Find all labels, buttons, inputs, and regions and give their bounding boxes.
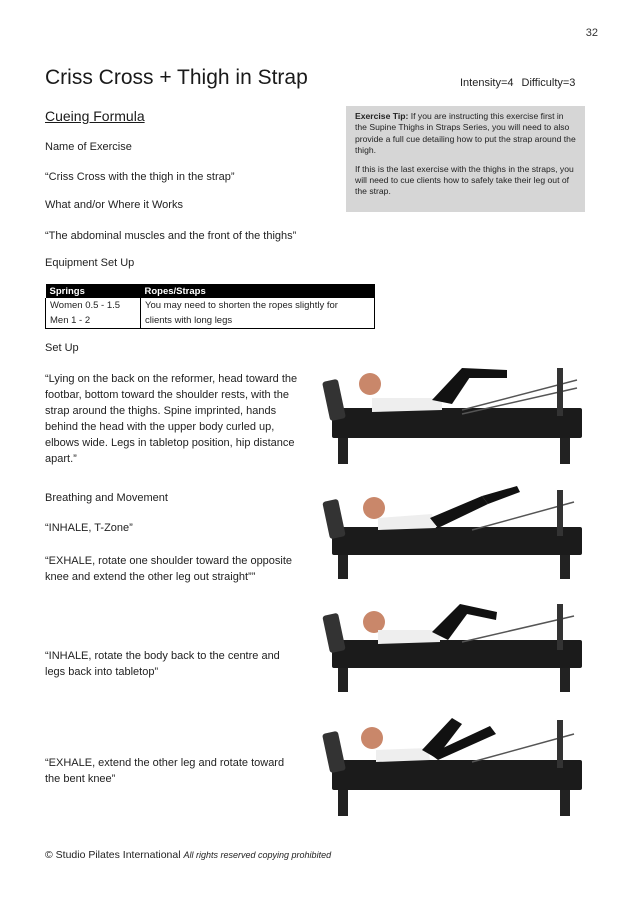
difficulty-label: Difficulty=3	[521, 77, 576, 89]
exercise-photo-setup	[312, 358, 584, 468]
table-cell: clients with long legs	[141, 313, 375, 329]
what-where-label: What and/or Where it Works	[45, 199, 183, 211]
step-4-text: “EXHALE, extend the other leg and rotate toward the bent knee”	[45, 757, 285, 785]
exercise-photo-step-2	[312, 482, 584, 582]
table-row	[46, 298, 375, 313]
tip-paragraph-1	[355, 111, 576, 157]
exercise-tip-box	[346, 106, 585, 212]
table-header-ropes: Ropes/Straps	[141, 284, 375, 298]
table-cell: Women 0.5 - 1.5	[46, 298, 141, 313]
table-header-row	[46, 284, 375, 298]
page-number: 32	[585, 27, 598, 39]
footer	[45, 849, 331, 861]
what-where-text: “The abdominal muscles and the front of the thighs”	[45, 230, 297, 242]
footer-copyright: © Studio Pilates International	[45, 849, 181, 861]
cueing-formula-heading: Cueing Formula	[45, 108, 145, 124]
name-of-exercise-label: Name of Exercise	[45, 141, 132, 153]
footer-note: All rights reserved copying prohibited	[183, 850, 332, 860]
name-of-exercise-text: “Criss Cross with the thigh in the strap”	[45, 171, 235, 183]
step-3-text: “INHALE, rotate the body back to the centre and legs back into tabletop”	[45, 650, 280, 678]
equipment-table	[45, 284, 375, 329]
setup-text: “Lying on the back on the reformer, head toward the footbar, bottom toward the shoulder rests, with the strap around the thighs. Spine imprinted, hands behind the head with the upper body curled up, elbows wide. Legs in tabletop position, hip distance apart.”	[45, 373, 298, 465]
exercise-photo-step-3	[312, 598, 584, 694]
reformer-illustration	[322, 490, 582, 579]
table-header-springs: Springs	[46, 284, 141, 298]
table-row	[46, 313, 375, 329]
exercise-photo-step-4	[312, 708, 584, 818]
table-cell: You may need to shorten the ropes slightly for	[141, 298, 375, 313]
tip-text-2: If this is the last exercise with the thighs in the straps, you will need to cue clients how to safely take their leg out of the strap.	[355, 163, 574, 197]
person-illustration	[359, 368, 507, 412]
breathing-movement-label: Breathing and Movement	[45, 492, 168, 504]
equipment-setup-label: Equipment Set Up	[45, 257, 135, 269]
intensity-label: Intensity=4	[460, 77, 514, 89]
page-title: Criss Cross + Thigh in Strap	[45, 66, 308, 89]
tip-label: Exercise Tip:	[355, 111, 409, 121]
setup-label: Set Up	[45, 342, 79, 354]
person-illustration	[361, 718, 496, 762]
tip-text-1: If you are instructing this exercise first in the Supine Thighs in Straps Series, you will need to also provide a full cue detailing how to put the strap around the thigh.	[355, 111, 576, 156]
intensity-difficulty	[460, 77, 583, 89]
table-cell: Men 1 - 2	[46, 313, 141, 329]
step-1-text: “INHALE, T-Zone”	[45, 522, 133, 534]
step-2-text: “EXHALE, rotate one shoulder toward the opposite knee and extend the other leg out straight””	[45, 555, 293, 583]
